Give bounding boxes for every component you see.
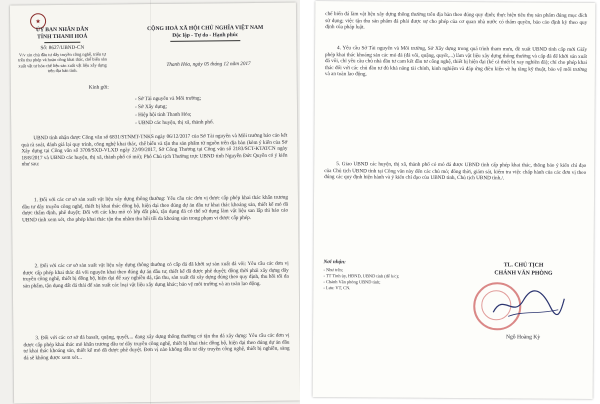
divider <box>170 40 240 41</box>
national-motto: Độc lập - Tự do - Hạnh phúc <box>172 32 239 39</box>
agency-name-line2: TỈNH THANH HOÁ <box>37 33 88 41</box>
paper-fold <box>150 0 151 404</box>
paragraph-2: 2. Đối với các cơ sở sản xuất vật liệu xây dựng thông thường có cấp đá đã khởi sự sản xuất đá vôi: Yêu cầu các đơn vị được cấp phép khai thác đá vôi nguyên khai theo đúng dự án đầu tư, thiết kế đã được phê duyệt; đồng thời phải xây dựng dây truyền công nghệ, thiết bị đồng bộ, hiện đại để xay nghiền đá, tận thu, sản xuất đá xây dựng đúng theo quy định, thu hồi tối đa sản phẩm, tận dụng đất đá thải để sản xuất các loại vật liệu xây dựng khác; bảo vệ môi trường và an toàn lao động. <box>22 260 289 290</box>
cc-item-2: - TT Tỉnh ủy, HĐND, UBND tỉnh (để b/c); <box>323 273 400 279</box>
signature-mark <box>488 284 568 325</box>
paragraph-4: 4. Yêu cầu Sở Tài nguyên và Môi trường, Sở Xây dựng trong quá trình tham mưu, đề xuất UBND tỉnh cấp mới Giấy phép khai thác khoáng sản các mỏ đá (đá vôi, quặng, quyết,...) làm vật liệu xây dựng thông thường và cấp đá để khởi sản xuất đá vôi, chỉ yêu cầu chủ nhà đầu tư cam kết đầu tư công nghệ, thiết bị hiện đại (kể cả thiết bị xay nghiền đá); chỉ cho phép khai thác đối với các chủ đầu tư đủ khả năng tài chính, kinh nghiệm và đáp ứng điều kiện về hạ tầng kỹ thuật, bảo vệ môi trường và an toàn lao động. <box>324 45 588 78</box>
national-emblem-icon: ★ <box>30 13 46 29</box>
document-number: Số: 8627/UBND-CN <box>40 44 85 52</box>
recipient-1: - Sở Tài nguyên và Môi trường; <box>134 95 202 103</box>
paragraph-3: 3. Đối với các cơ sở đá basalt, quặng, quyết,... đang xây dựng thông thường có tận thu đá xây dựng: Yêu cầu các đơn vị được cấp phép khai thác mỏ khẩn trương đầu tư dây truyền công nghệ, thiết bị khai thác đồng bộ, hiện đại theo đúng dự án đầu tư khai thác khoáng sản, thiết kế mỏ đã được phê duyệt. Đơn vị nào không đầu tư dây truyền công nghệ, thiết bị nghiền, sàng đá sẽ không được xem xét... <box>23 332 290 362</box>
document-page-1 <box>10 3 300 404</box>
cc-item-1: - Như trên; <box>323 267 343 273</box>
signer-role-2: CHÁNH VĂN PHÒNG <box>494 270 553 277</box>
divider <box>44 42 80 43</box>
document-page-2 <box>313 1 596 399</box>
right-page-photo <box>300 0 600 404</box>
document-subject: V/v xin chủ đầu tư dây truyền công nghệ, triển tự trên thu phép và hoàn cồng khai thác, chế biến sản xuất vật tư hóa chế liệu sản xuất vật liệu xây dựng trên địa bàn tỉnh. <box>18 51 107 74</box>
cc-item-3: - Chánh Văn phòng UBND tỉnh; <box>323 279 381 285</box>
recipient-4: - UBND các huyện, thị xã, thành phố. <box>135 119 214 127</box>
place-date: Thanh Hóa, ngày 05 tháng 12 năm 2017 <box>166 60 251 68</box>
continued-paragraph: chế biến đá làm vật liệu xây dựng thông thường trên địa bàn theo đúng quy định; thực hiện tiêu thụ sản phẩm đúng mục đích sử dụng; việc tận thu sản phẩm đá phải được sự cho phép của cơ quan nhà nước có thẩm quyền, báo cáo định kỳ theo quy định của pháp luật. <box>325 11 588 31</box>
kinh-gui-label: Kính gửi: <box>88 84 109 91</box>
agency-name-line1: ỦY BAN NHÂN DÂN <box>35 26 89 34</box>
signer-name: Ngô Hoàng Kỳ <box>505 334 541 341</box>
recipient-3: - Hiệp hội tỉnh Thanh Hóa; <box>135 111 192 119</box>
intro-paragraph: UBND tỉnh nhận được Công văn số 6831/STNMT-TNKS ngày 06/12/2017 của Sở Tài nguyên và Môi trường báo cáo kết quả rà soát, đánh giá lại quy trình, công nghệ khai thác, chế biến và tận thu sản phẩm từ nguồn trên địa bàn (kèm ý kiến của Sở Xây dựng tại Công văn số 3709/SXD-VLXD ngày 22/09/2017, Sở Công Thương tại Công văn số 2183/SCT-KTATCN ngày 18/8/2017 và UBND các huyện, thị xã, thành phố có mỏ); Phó Chủ tịch Thường trực UBND tỉnh Nguyễn Đức Quyền có ý kiến như sau: <box>21 132 288 168</box>
republic-heading: CỘNG HOÀ XÃ HỘI CHỦ NGHĨA VIỆT NAM <box>147 24 264 33</box>
noi-nhan-label: Nơi nhận: <box>323 259 346 266</box>
paragraph-5: 5. Giao UBND các huyện, thị xã, thành phố có mỏ đá được UBND tỉnh cấp phép khai thác, thông báo ý kiến chỉ đạo của Chủ tịch UBND tỉnh tại Công văn này đến các chủ mỏ; đồng thời, giám sát, kiểm tra việc chấp hành của các đơn vị theo đúng các quy định hiện hành và ý kiến chỉ đạo của UBND tỉnh, Chủ tịch UBND tỉnh./. <box>324 161 587 182</box>
recipient-2: - Sở Xây dựng; <box>134 103 167 111</box>
paragraph-1: 1. Đối với các cơ sở sản xuất vật liệu xây dựng thông thường: Yêu cầu các đơn vị được cấp phép khai thác khẩn trương đầu tư dây truyền công nghệ, thiết bị khai thác đồng bộ, hiện đại theo đúng dự án đầu tư khai thác khoáng sản, thiết kế mỏ đã được thẩm định, phê duyệt; Đối với các khu mỏ có lớp đất phủ, tận dụng đá có thể sử dụng làm vật liệu san lấp thì báo cáo UBND tỉnh xem xét, cho phép khai thác tận thu nhằm thu hồi tối đa khoáng sản trong phạm vi được cấp phép. <box>22 194 289 224</box>
cc-item-4: - Lưu: VT, CN. <box>323 285 351 291</box>
signer-role-1: TL. CHỦ TỊCH <box>503 262 544 269</box>
